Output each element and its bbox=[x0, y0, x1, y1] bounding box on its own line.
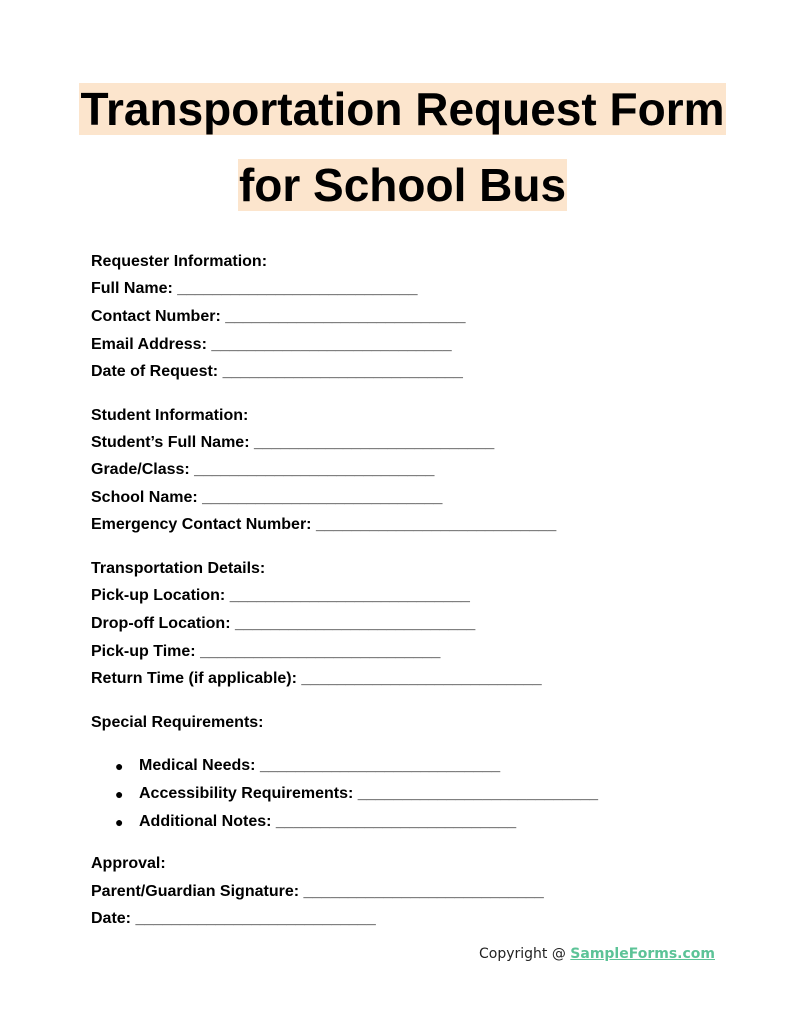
field-blank-line[interactable]: ___________________________ bbox=[200, 643, 441, 660]
form-field bbox=[115, 812, 517, 832]
bullet-icon: ● bbox=[115, 758, 124, 774]
section-heading: Transportation Details: bbox=[91, 560, 266, 577]
form-field bbox=[91, 614, 475, 634]
field-label: School Name: bbox=[91, 489, 198, 506]
copyright-text: Copyright @ bbox=[478, 946, 571, 962]
field-blank-line[interactable]: ___________________________ bbox=[222, 363, 463, 380]
footer-copyright bbox=[479, 946, 715, 962]
form-field bbox=[91, 335, 452, 355]
section-heading: Special Requirements: bbox=[91, 714, 264, 731]
field-blank-line[interactable]: ___________________________ bbox=[202, 489, 443, 506]
form-title-line-2 bbox=[0, 160, 805, 210]
form-field bbox=[115, 784, 599, 804]
form-field bbox=[115, 756, 501, 776]
form-field bbox=[91, 909, 376, 929]
form-field bbox=[91, 669, 542, 689]
field-label: Additional Notes: bbox=[139, 813, 272, 830]
field-label: Drop-off Location: bbox=[91, 615, 231, 632]
field-label: Date: bbox=[91, 910, 132, 927]
title-text: Transportation Request Form bbox=[80, 83, 725, 135]
field-blank-line[interactable]: ___________________________ bbox=[301, 670, 542, 687]
field-label: Full Name: bbox=[91, 280, 173, 297]
field-blank-line[interactable]: ___________________________ bbox=[303, 883, 544, 900]
field-blank-line[interactable]: ___________________________ bbox=[229, 587, 470, 604]
field-blank-line[interactable]: ___________________________ bbox=[225, 308, 466, 325]
title-text: for School Bus bbox=[238, 159, 567, 211]
field-label: Email Address: bbox=[91, 336, 207, 353]
field-label: Date of Request: bbox=[91, 363, 219, 380]
field-blank-line[interactable]: ___________________________ bbox=[211, 336, 452, 353]
section-heading: Approval: bbox=[91, 855, 166, 872]
form-field bbox=[91, 515, 556, 535]
section-heading: Requester Information: bbox=[91, 253, 268, 270]
field-blank-line[interactable]: ___________________________ bbox=[177, 280, 418, 297]
field-label: Student’s Full Name: bbox=[91, 434, 250, 451]
field-label: Parent/Guardian Signature: bbox=[91, 883, 300, 900]
field-blank-line[interactable]: ___________________________ bbox=[357, 785, 599, 802]
form-field bbox=[91, 307, 466, 327]
section-heading: Student Information: bbox=[91, 407, 249, 424]
field-blank-line[interactable]: ___________________________ bbox=[259, 757, 501, 774]
form-title-line-1 bbox=[0, 84, 805, 134]
field-blank-line[interactable]: ___________________________ bbox=[234, 615, 476, 632]
form-field bbox=[91, 488, 442, 508]
field-label: Pick-up Location: bbox=[91, 587, 226, 604]
field-blank-line[interactable]: ___________________________ bbox=[194, 461, 435, 478]
sampleforms-link[interactable]: SampleForms.com bbox=[570, 946, 715, 962]
field-blank-line[interactable]: ___________________________ bbox=[315, 516, 557, 533]
field-label: Pick-up Time: bbox=[91, 643, 196, 660]
form-field bbox=[91, 362, 463, 382]
field-label: Emergency Contact Number: bbox=[91, 516, 312, 533]
field-label: Contact Number: bbox=[91, 308, 221, 325]
field-label: Medical Needs: bbox=[139, 757, 256, 774]
form-field bbox=[91, 433, 494, 453]
field-blank-line[interactable]: ___________________________ bbox=[253, 434, 495, 451]
form-field bbox=[91, 642, 440, 662]
field-label: Accessibility Requirements: bbox=[139, 785, 354, 802]
field-blank-line[interactable]: ___________________________ bbox=[275, 813, 517, 830]
field-label: Grade/Class: bbox=[91, 461, 190, 478]
bullet-icon: ● bbox=[115, 814, 124, 830]
field-label: Return Time (if applicable): bbox=[91, 670, 297, 687]
form-field bbox=[91, 279, 418, 299]
form-field bbox=[91, 460, 434, 480]
bullet-icon: ● bbox=[115, 786, 124, 802]
form-field bbox=[91, 586, 470, 606]
field-blank-line[interactable]: ___________________________ bbox=[135, 910, 376, 927]
form-field bbox=[91, 882, 544, 902]
